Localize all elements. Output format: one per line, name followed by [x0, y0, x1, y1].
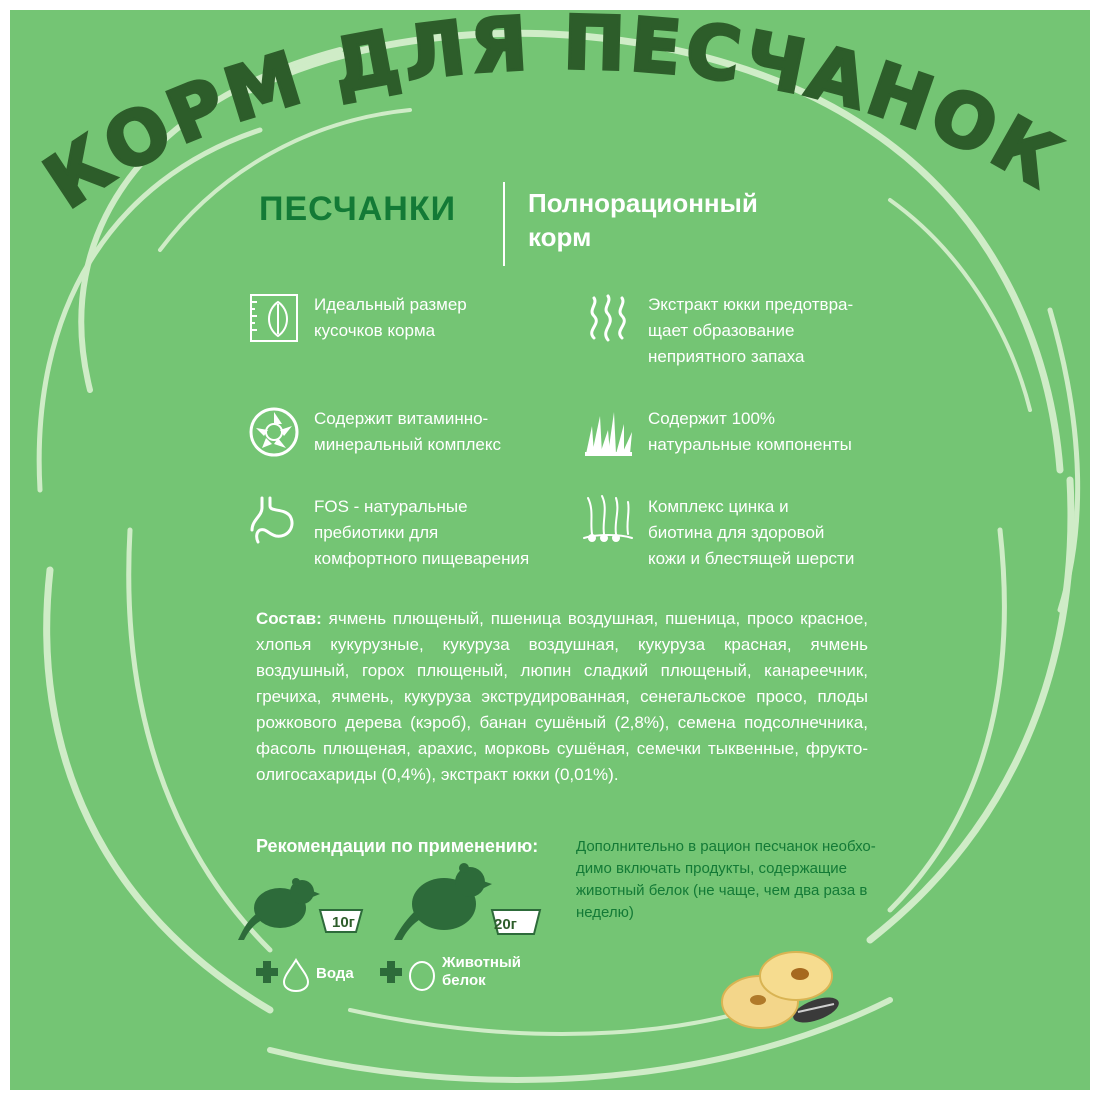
egg-icon: [410, 962, 434, 990]
feature-text: FOS - натуральные пребиотики для комфортного пищеварения: [314, 497, 530, 568]
banana-chips-illustration: [716, 940, 866, 1040]
addon-protein-line-1: Животный: [442, 954, 522, 971]
feature-text: Идеальный размер кусочков корма: [314, 295, 467, 340]
vitamin-aperture-icon: [248, 406, 300, 458]
feature-text: Содержит 100% натуральные компоненты: [648, 409, 852, 454]
portion-small-label: 10г: [332, 914, 355, 931]
feature-text: Содержит витаминно- минеральный комплекс: [314, 409, 502, 454]
grass-icon: [582, 406, 634, 458]
stomach-icon: [248, 494, 300, 546]
gerbil-small-icon: [238, 878, 320, 940]
feature-text: Экстракт юкки предотвра- щает образование неприятного запаха: [648, 295, 854, 366]
portion-large-label: 20г: [494, 916, 517, 933]
brand-divider: [503, 182, 505, 266]
feature-text: Комплекс цинка и биотина для здоровой кожи и блестящей шерсти: [648, 497, 855, 568]
plus-icon: [256, 961, 278, 983]
hair-follicle-icon: [582, 494, 634, 546]
product-infographic: [10, 10, 1090, 1090]
subtitle-line-1: Полнорационный: [528, 188, 758, 218]
subtitle: [528, 186, 848, 254]
composition-label: Состав:: [256, 609, 322, 628]
extra-note: Дополнительно в рацион песчанок необхо-димо включать продукты, содержащие животный белок (не чаще, чем два раза в неделю): [576, 838, 876, 921]
composition-text: ячмень плющеный, пшеница воздушная, пшеница, просо красное, хлопья кукурузные, кукуруза воздушная, кукуруза красная, ячмень воздушный, горох плющеный, люпин сладкий плющеный, канареечник, гречиха, ячмень, кукуруза экструдированная, сенегальское просо, плоды рожкового дерева (кэроб), банан сушёный (2,8%), семена подсолнечника, фасоль плющеная, арахис, морковь сушёная, семечки тыквенные, фрукто-олигосахариды (0,4%), экстракт юкки (0,01%).: [256, 609, 868, 784]
seed-ruler-icon: [248, 292, 300, 344]
protein-addon-icons: [374, 956, 438, 992]
gerbil-large-portion: [394, 852, 544, 942]
addon-protein-line-2: белок: [442, 972, 486, 989]
headline-text: КОРМ ДЛЯ ПЕСЧАНОК: [29, 10, 1076, 226]
composition-block: [256, 606, 868, 788]
addon-protein-label: [442, 954, 521, 990]
plus-icon: [380, 961, 402, 983]
banana-chip-icon: [760, 952, 832, 1000]
brand-name: ПЕСЧАНКИ: [259, 190, 457, 228]
gerbil-large-icon: [394, 863, 492, 940]
subtitle-line-2: корм: [528, 222, 592, 252]
water-drop-icon: [284, 960, 308, 991]
water-addon-icons: [250, 956, 310, 992]
addon-water-label: Вода: [316, 965, 354, 982]
recommendations-title: Рекомендации по применению:: [256, 836, 539, 856]
odor-waves-icon: [582, 292, 634, 344]
